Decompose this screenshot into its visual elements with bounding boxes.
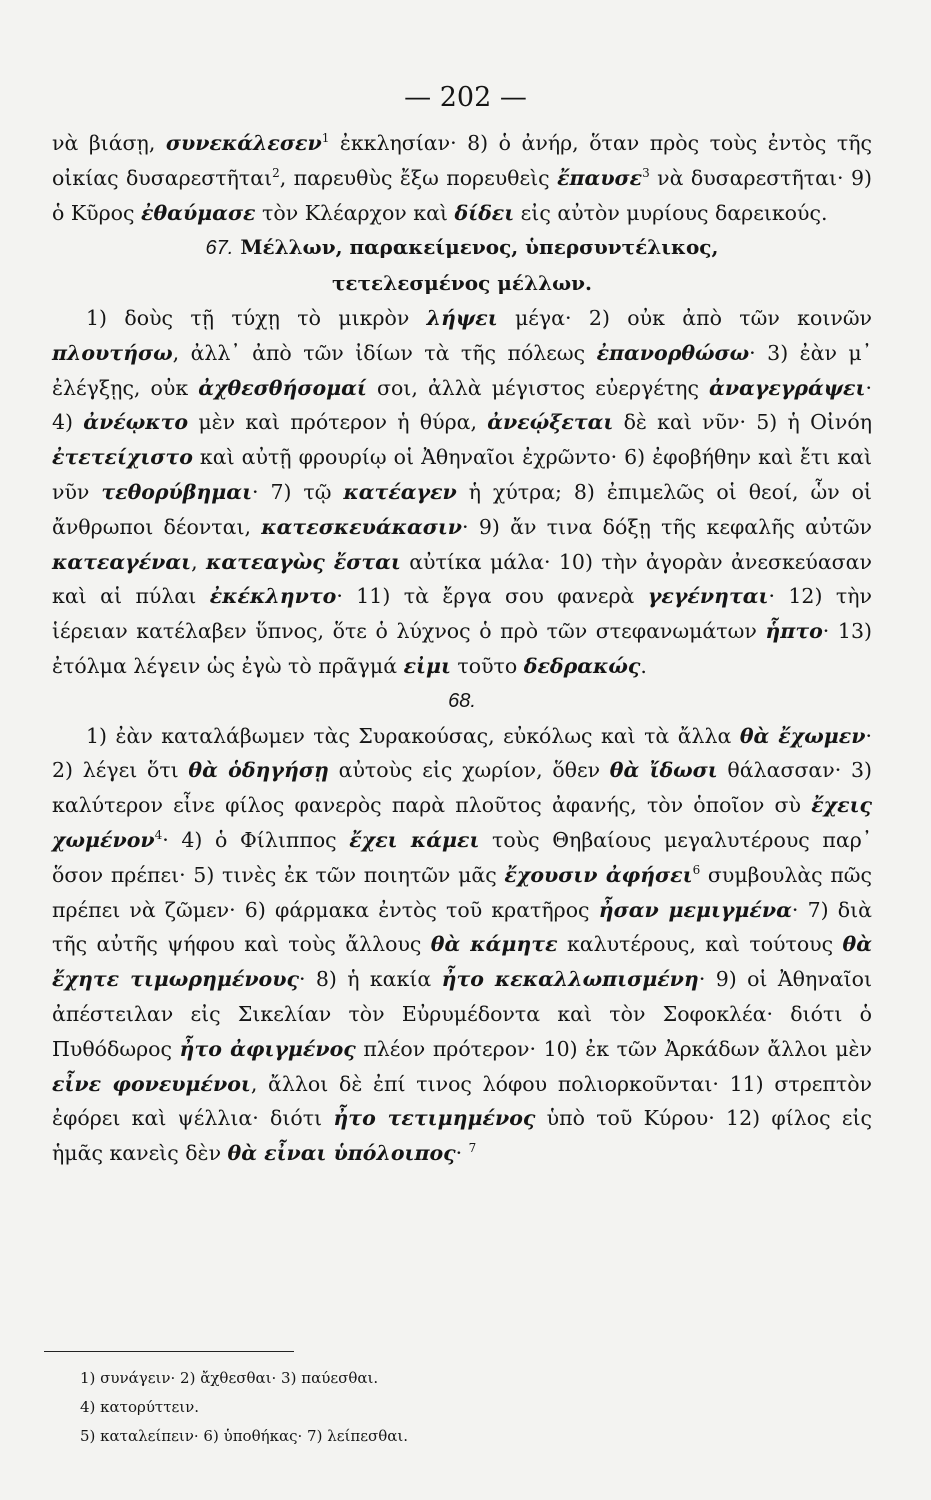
text-run: · 4) ὁ Φίλιππος xyxy=(162,827,350,852)
emphasized-verb: ἀνεῴξεται xyxy=(487,410,614,435)
emphasized-verb: ἔχει κάμει xyxy=(349,827,480,852)
text-run: , ἀλλ᾽ ἀπὸ τῶν ἰδίων τὰ τῆς πόλεως xyxy=(172,340,597,365)
emphasized-verb: λήψει xyxy=(426,305,498,330)
text-run: · 9) οἱ Ἀθηναῖοι ἀπέστειλαν εἰς Σικελίαν τὸν Εὐρυμέδοντα καὶ τὸν Σοφοκλέα· διότι ὁ Πυθόδωρος xyxy=(52,967,872,1061)
section-heading-68: 68. xyxy=(448,689,476,712)
text-run: μέγα· 2) οὐκ ἀπὸ τῶν κοινῶν xyxy=(497,305,872,330)
footnote-marker: 2 xyxy=(272,165,280,180)
paragraph-67 xyxy=(52,301,872,684)
emphasized-verb: πλουτήσω xyxy=(52,340,173,365)
emphasized-verb: θὰ ἴδωσι xyxy=(609,758,718,783)
emphasized-verb: κατεσκευάκασιν xyxy=(261,514,463,539)
emphasized-verb: ἔχουσιν ἀφήσει xyxy=(504,862,693,887)
text-run: θάλασσαν· 3) καλύτερον εἶνε φίλος φανερὸς παρὰ πλοῦτος ἀφανής, τὸν ὁποῖον σὺ xyxy=(52,758,872,818)
emphasized-verb: δίδει xyxy=(454,200,515,225)
emphasized-verb: δεδρακώς xyxy=(523,653,641,678)
text-run: πλέον πρότερον· 10) ἐκ τῶν Ἀρκάδων ἄλλοι μὲν xyxy=(355,1036,872,1061)
text-run: καὶ αὐτῇ φρουρίῳ οἱ Ἀθηναῖοι ἐχρῶντο· 6) ἐφοβήθην καὶ ἔτι καὶ νῦν xyxy=(52,445,872,504)
emphasized-verb: ἀνέῳκτο xyxy=(83,410,189,435)
text-run: · 3) ἐὰν μ᾽ ἐλέγξῃς, οὐκ xyxy=(52,340,872,400)
footnote-marker: 1 xyxy=(321,131,330,146)
text-run: τοὺς Θηβαίους μεγαλυτέρους παρ᾽ ὅσον πρέπει· 5) τινὲς ἐκ τῶν ποιητῶν μᾶς xyxy=(52,827,873,887)
text-run: μὲν καὶ πρότερον ἡ θύρα, xyxy=(188,410,488,435)
emphasized-verb: εἶνε φονευμένοι xyxy=(52,1071,251,1096)
text-run: ἡ χύτρα; 8) ἐπιμελῶς οἱ θεοί, ὧν οἱ ἄνθρωποι δέονται, xyxy=(52,479,872,539)
footnote-marker: 4 xyxy=(154,828,163,843)
emphasized-verb: ἀναγεγράψει xyxy=(709,375,866,400)
text-run: συμβουλὰς πῶς πρέπει νὰ ζῶμεν· 6) φάρμακα ἐντὸς τοῦ κρατῆρος xyxy=(52,862,872,922)
text-run: · 7) τῷ xyxy=(252,479,344,504)
emphasized-verb: ἐθαύμασε xyxy=(141,200,256,225)
paragraph-68 xyxy=(52,719,872,1171)
text-run: 1) δοὺς τῇ τύχῃ τὸ μικρὸν xyxy=(86,305,427,330)
page-number: — 202 — xyxy=(404,82,527,113)
emphasized-verb: ἀχθεσθήσομαί xyxy=(198,375,367,400)
body-text xyxy=(52,126,872,1171)
emphasized-verb: εἰμι xyxy=(403,653,451,678)
emphasized-verb: γεγένηται xyxy=(647,584,769,609)
footnote-marker: 6 xyxy=(692,862,701,877)
emphasized-verb: ἦτο κεκαλλωπισμένη xyxy=(441,967,699,992)
text-run: · 13) ἐτόλμα λέγειν ὡς ἐγὼ τὸ πρᾶγμά xyxy=(52,619,873,678)
text-run: τὸν Κλέαρχον καὶ xyxy=(255,200,455,225)
text-run: σοι, ἀλλὰ μέγιστος εὐεργέτης xyxy=(366,375,710,400)
section-title-line2: τετελεσμένος μέλλων. xyxy=(331,271,593,296)
text-run: · 9) ἄν τινα δόξῃ τῆς κεφαλῆς αὐτῶν xyxy=(462,514,872,539)
text-run: νὰ βιάσῃ, xyxy=(52,131,166,155)
footnotes xyxy=(80,1364,860,1451)
emphasized-verb: ἧπτο xyxy=(765,619,823,644)
text-run: · 11) τὰ ἔργα σου φανερὰ xyxy=(336,584,648,609)
emphasized-verb: θὰ ἔχητε τιμωρημένους xyxy=(52,932,872,992)
text-run: , xyxy=(191,549,207,574)
emphasized-verb: κατεαγὼς ἔσται xyxy=(206,549,401,574)
text-run: · xyxy=(455,1141,469,1166)
emphasized-verb: ἐκέκληντο xyxy=(209,584,337,609)
footnote-divider xyxy=(44,1351,294,1352)
emphasized-verb: ἐτετείχιστο xyxy=(52,445,193,470)
text-run: . xyxy=(640,653,647,678)
emphasized-verb: ἦτο τετιμημένος xyxy=(333,1106,536,1131)
text-run: ἐκκλησίαν· 8) ὁ ἀνήρ, ὅταν πρὸς τοὺς ἐντὸς τῆς οἰκίας δυσαρεστῆται xyxy=(52,131,872,190)
text-run: , παρευθὺς ἔξω πορευθεὶς xyxy=(279,165,558,190)
emphasized-verb: ἔπαυσε xyxy=(557,165,643,190)
emphasized-verb: ἦσαν μεμιγμένα xyxy=(598,897,792,922)
footnote-marker: 3 xyxy=(642,165,650,180)
text-run: νὰ δυσαρεστῆται· 9) ὁ Κῦρος xyxy=(52,165,872,225)
emphasized-verb: θὰ εἶναι ὑπόλοιπος xyxy=(227,1141,456,1166)
emphasized-verb: θὰ ἔχωμεν xyxy=(739,723,866,748)
section-heading-67 xyxy=(52,230,872,301)
emphasized-verb: συνεκάλεσεν xyxy=(165,131,322,155)
text-run: τοῦτο xyxy=(450,653,524,678)
emphasized-verb: τεθορύβημαι xyxy=(101,479,252,504)
text-run: καλυτέρους, καὶ τούτους xyxy=(557,932,843,957)
emphasized-verb: κατεαγέναι xyxy=(52,549,192,574)
text-run: · 12) τὴν ἱέρειαν κατέλαβεν ὕπνος, ὅτε ὁ λύχνος ὁ πρὸ τῶν στεφανωμάτων xyxy=(52,584,872,644)
footnote-marker: 7 xyxy=(468,1141,477,1156)
text-run: , ἄλλοι δὲ ἐπί τινος λόφου πολιορκοῦνται· 11) στρεπτὸν ἐφόρει καὶ ψέλλια· διότι xyxy=(52,1071,873,1131)
text-run: αὐτίκα μάλα· 10) τὴν ἀγορὰν ἀνεσκεύασαν καὶ αἱ πύλαι xyxy=(52,549,872,609)
emphasized-verb: θὰ κάμητε xyxy=(430,932,558,957)
text-run: · 4) xyxy=(52,375,872,435)
footnote-line: 5) καταλείπειν· 6) ὑποθήκας· 7) λείπεσθαι. xyxy=(80,1427,409,1445)
text-run: · 2) λέγει ὅτι xyxy=(52,723,872,783)
text-run: εἰς αὐτὸν μυρίους δαρεικούς. xyxy=(514,200,828,225)
emphasized-verb: ἐπανορθώσω xyxy=(596,340,750,365)
emphasized-verb: ἔχεις χωμένον xyxy=(52,793,872,852)
text-run: · 7) διὰ τῆς αὐτῆς ψήφου καὶ τοὺς ἄλλους xyxy=(52,897,873,957)
text-run: 1) ἐὰν καταλάβωμεν τὰς Συρακούσας, εὐκόλως καὶ τὰ ἄλλα xyxy=(86,723,740,748)
emphasized-verb: κατέαγεν xyxy=(343,479,457,504)
emphasized-verb: ἦτο ἀφιγμένος xyxy=(179,1036,356,1061)
text-run: αὐτοὺς εἰς χωρίον, ὅθεν xyxy=(328,758,610,783)
emphasized-verb: θὰ ὁδηγήσῃ xyxy=(188,758,329,783)
footnote-line: 1) συνάγειν· 2) ἄχθεσθαι· 3) παύεσθαι. xyxy=(80,1369,379,1387)
section-title-line1: Μέλλων, παρακείμενος, ὑπερσυντέλικος, xyxy=(240,235,719,260)
text-run: · 8) ἡ κακία xyxy=(298,967,442,992)
paragraph-continuation xyxy=(52,126,872,230)
footnote-line: 4) κατορύττειν. xyxy=(80,1398,200,1416)
text-run: δὲ καὶ νῦν· 5) ἡ Οἰνόη xyxy=(613,410,872,435)
text-run: ὑπὸ τοῦ Κύρου· 12) φίλος εἰς ἡμᾶς κανεὶς δὲν xyxy=(52,1106,873,1166)
section-number: 67. xyxy=(205,237,234,260)
